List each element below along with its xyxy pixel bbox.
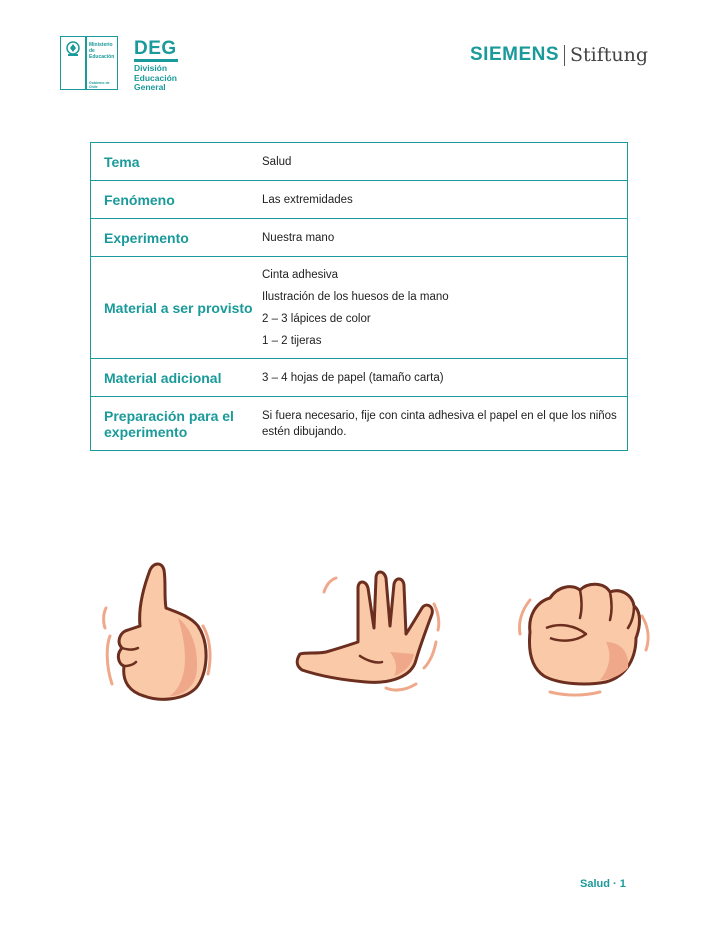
info-row-label: Tema xyxy=(91,143,263,181)
info-table-row xyxy=(91,257,628,359)
info-row-value xyxy=(262,143,628,181)
info-row-value-line: Ilustración de los huesos de la mano xyxy=(262,290,449,303)
hands-illustration xyxy=(90,550,670,710)
info-row-label: Preparación para el experimento xyxy=(91,397,263,451)
info-row-value-line: 2 – 3 lápices de color xyxy=(262,312,371,325)
deg-underline xyxy=(134,59,178,62)
ministry-logo-box xyxy=(60,36,118,90)
info-row-value xyxy=(262,219,628,257)
ministry-logo-divider xyxy=(85,37,87,89)
thumbs-up-hand-icon xyxy=(100,556,220,706)
info-row-value-line: 1 – 2 tijeras xyxy=(262,334,322,347)
info-row-value xyxy=(262,257,628,359)
ministry-name: Ministerio de Educación xyxy=(89,42,115,60)
info-row-label: Fenómeno xyxy=(91,181,263,219)
info-row-label: Material a ser provisto xyxy=(91,257,263,359)
siemens-separator xyxy=(564,45,565,66)
ministry-logo xyxy=(60,36,178,92)
info-row-value-line: Si fuera necesario, fije con cinta adhesiva el papel en el que los niños estén dibujando. xyxy=(262,409,617,438)
info-row-value xyxy=(262,359,628,397)
info-row-value xyxy=(262,397,628,451)
info-table-row xyxy=(91,143,628,181)
info-row-value-line: 3 – 4 hojas de papel (tamaño carta) xyxy=(262,371,444,384)
info-table-row xyxy=(91,219,628,257)
deg-title: DEG xyxy=(134,38,177,59)
experiment-info-table-body xyxy=(91,143,628,451)
info-row-value-line: Nuestra mano xyxy=(262,231,335,244)
info-row-label: Experimento xyxy=(91,219,263,257)
stiftung-wordmark: Stiftung xyxy=(570,44,649,66)
fist-hand-icon xyxy=(510,572,660,702)
open-hand-icon xyxy=(286,564,456,714)
info-row-value-line: Las extremidades xyxy=(262,193,353,206)
info-row-value xyxy=(262,181,628,219)
deg-subtitle: División Educación General xyxy=(134,63,177,92)
info-row-value-line: Cinta adhesiva xyxy=(262,268,339,281)
government-name: Gobierno de Chile xyxy=(89,81,110,89)
info-row-label: Material adicional xyxy=(91,359,263,397)
siemens-stiftung-logo xyxy=(470,44,648,68)
page-footer: Salud · 1 xyxy=(580,878,626,890)
siemens-wordmark: SIEMENS xyxy=(470,44,560,65)
info-row-value-line: Salud xyxy=(262,155,292,168)
chile-crest-icon xyxy=(64,40,82,58)
info-table-row xyxy=(91,359,628,397)
info-table-row xyxy=(91,397,628,451)
info-table-row xyxy=(91,181,628,219)
experiment-info-table xyxy=(90,142,628,451)
